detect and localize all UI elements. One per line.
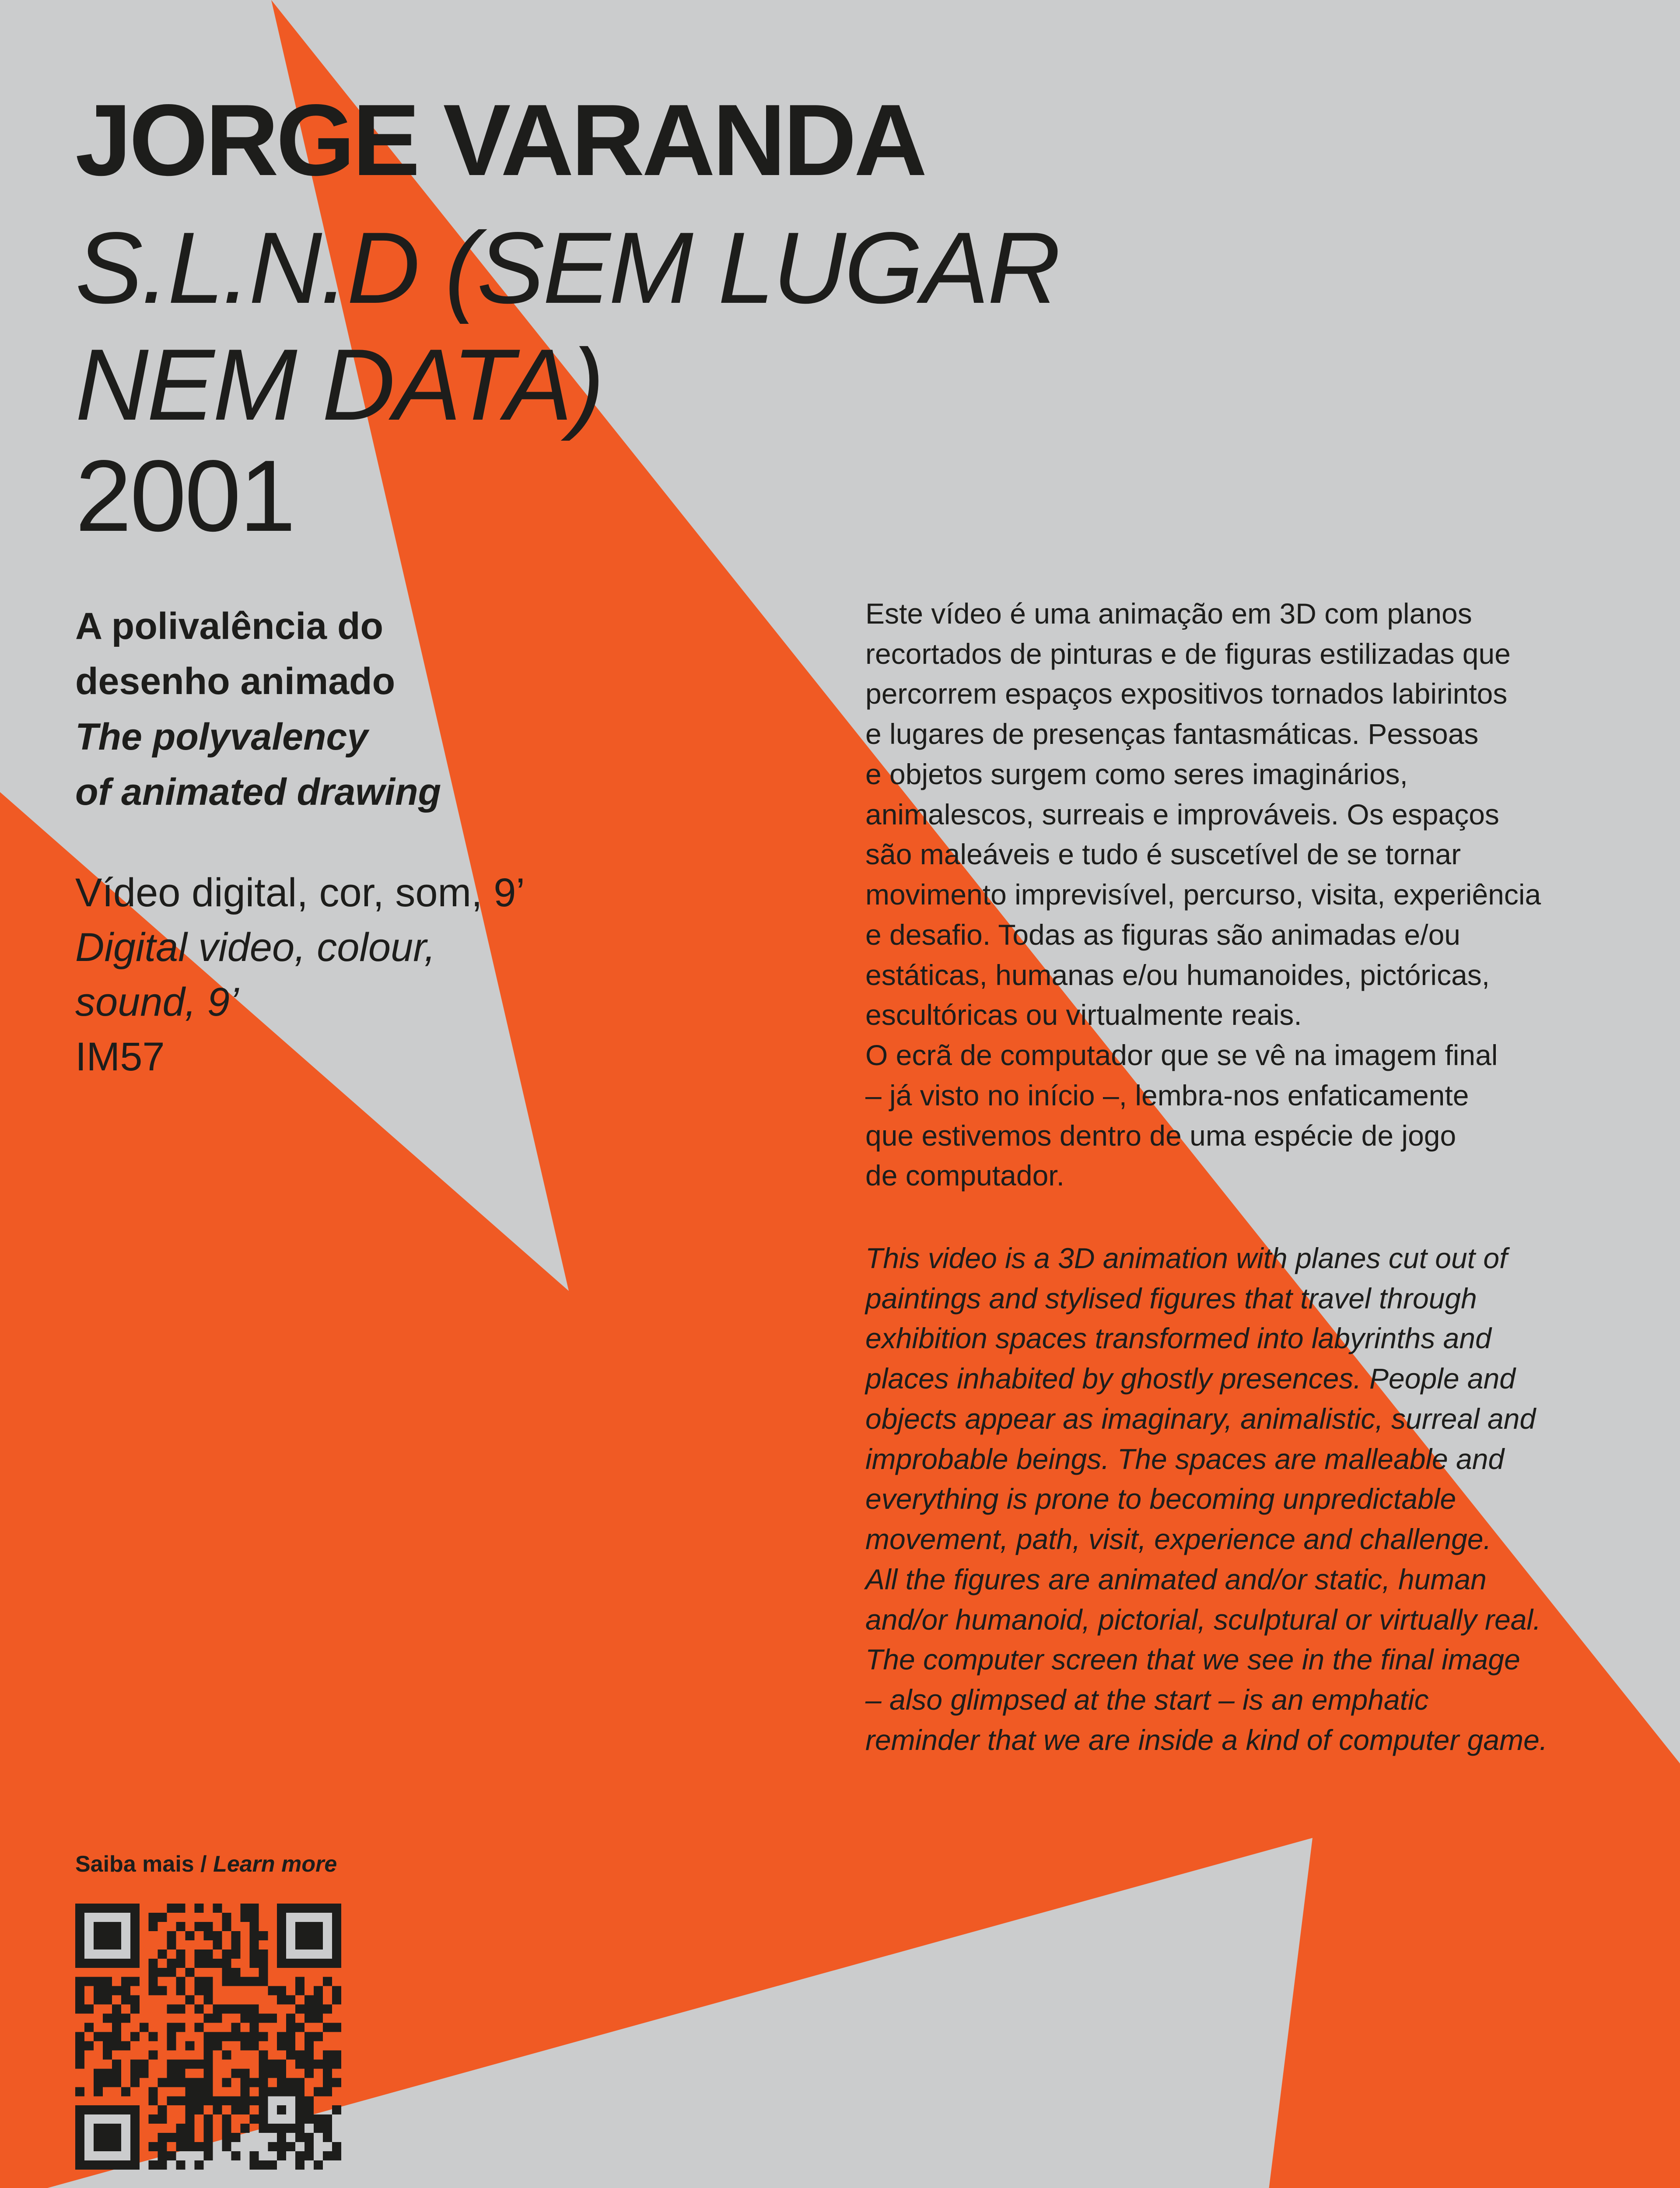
subtitle-pt-line-2: desenho animado bbox=[75, 660, 396, 703]
description-line: objects appear as imaginary, animalistic, surreal and bbox=[865, 1402, 1536, 1435]
qr-code-icon[interactable] bbox=[75, 1904, 341, 2170]
media-en-line-1: Digital video, colour, bbox=[75, 925, 436, 970]
description-line: O ecrã de computador que se vê na imagem final bbox=[865, 1039, 1498, 1072]
description-line: e lugares de presenças fantasmáticas. Pessoas bbox=[865, 718, 1479, 750]
description-line: All the figures are animated and/or static, human bbox=[865, 1563, 1487, 1595]
description-pt bbox=[865, 594, 1653, 1196]
artist-name: JORGE VARANDA bbox=[75, 84, 925, 197]
description-line: improbable beings. The spaces are malleable and bbox=[865, 1442, 1505, 1475]
subtitle-block bbox=[75, 599, 732, 820]
description-line: – já visto no início –, lembra-nos enfaticamente bbox=[865, 1079, 1469, 1112]
description-line: são maleáveis e tudo é suscetível de se tornar bbox=[865, 838, 1461, 871]
media-en-line-2: sound, 9’ bbox=[75, 980, 239, 1025]
description-line: e desafio. Todas as figuras são animadas e/ou bbox=[865, 918, 1460, 951]
learn-more-pt: Saiba mais bbox=[75, 1851, 194, 1877]
learn-more-label bbox=[75, 1851, 337, 1877]
subtitle-en-line-2: of animated drawing bbox=[75, 771, 441, 813]
description-line: que estivemos dentro de uma espécie de jogo bbox=[865, 1119, 1456, 1152]
description-line: – also glimpsed at the start – is an emphatic bbox=[865, 1683, 1429, 1716]
artwork-year: 2001 bbox=[75, 439, 294, 553]
description-line: e objetos surgem como seres imaginários, bbox=[865, 757, 1408, 790]
inventory-code: IM57 bbox=[75, 1034, 165, 1080]
description-line: estáticas, humanas e/ou humanoides, pictóricas, bbox=[865, 958, 1490, 991]
description-line: reminder that we are inside a kind of computer game. bbox=[865, 1723, 1548, 1756]
description-line: This video is a 3D animation with planes cut out of bbox=[865, 1242, 1508, 1274]
description-line: and/or humanoid, pictorial, sculptural or virtually real. bbox=[865, 1603, 1541, 1636]
media-pt: Vídeo digital, cor, som, 9’ bbox=[75, 870, 525, 915]
description-line: movimento imprevisível, percurso, visita, experiência bbox=[865, 878, 1541, 911]
subtitle-en-line-1: The polyvalency bbox=[75, 715, 368, 758]
description-line: recortados de pinturas e de figuras estilizadas que bbox=[865, 637, 1511, 670]
title-line-1: S.L.N.D (SEM LUGAR bbox=[75, 211, 1059, 325]
learn-more-en: Learn more bbox=[213, 1851, 337, 1877]
artwork-title bbox=[75, 210, 1256, 444]
description-line: movement, path, visit, experience and challenge. bbox=[865, 1523, 1491, 1556]
title-line-2: NEM DATA) bbox=[75, 328, 603, 442]
description-en bbox=[865, 1238, 1653, 1760]
description-line: paintings and stylised figures that travel through bbox=[865, 1282, 1477, 1315]
description-line: The computer screen that we see in the final image bbox=[865, 1643, 1520, 1676]
learn-more-separator: / bbox=[194, 1851, 214, 1877]
description-line: percorrem espaços expositivos tornados labirintos bbox=[865, 677, 1508, 710]
description-line: exhibition spaces transformed into labyrinths and bbox=[865, 1322, 1491, 1355]
description-line: de computador. bbox=[865, 1159, 1064, 1192]
subtitle-pt-line-1: A polivalência do bbox=[75, 605, 384, 647]
description-line: animalescos, surreais e improváveis. Os espaços bbox=[865, 798, 1499, 831]
description-line: Este vídeo é uma animação em 3D com planos bbox=[865, 597, 1472, 630]
description-line: places inhabited by ghostly presences. People and bbox=[865, 1362, 1516, 1395]
description-line: escultóricas ou virtualmente reais. bbox=[865, 999, 1302, 1031]
description-line: everything is prone to becoming unpredictable bbox=[865, 1483, 1456, 1515]
media-info bbox=[75, 866, 732, 1084]
